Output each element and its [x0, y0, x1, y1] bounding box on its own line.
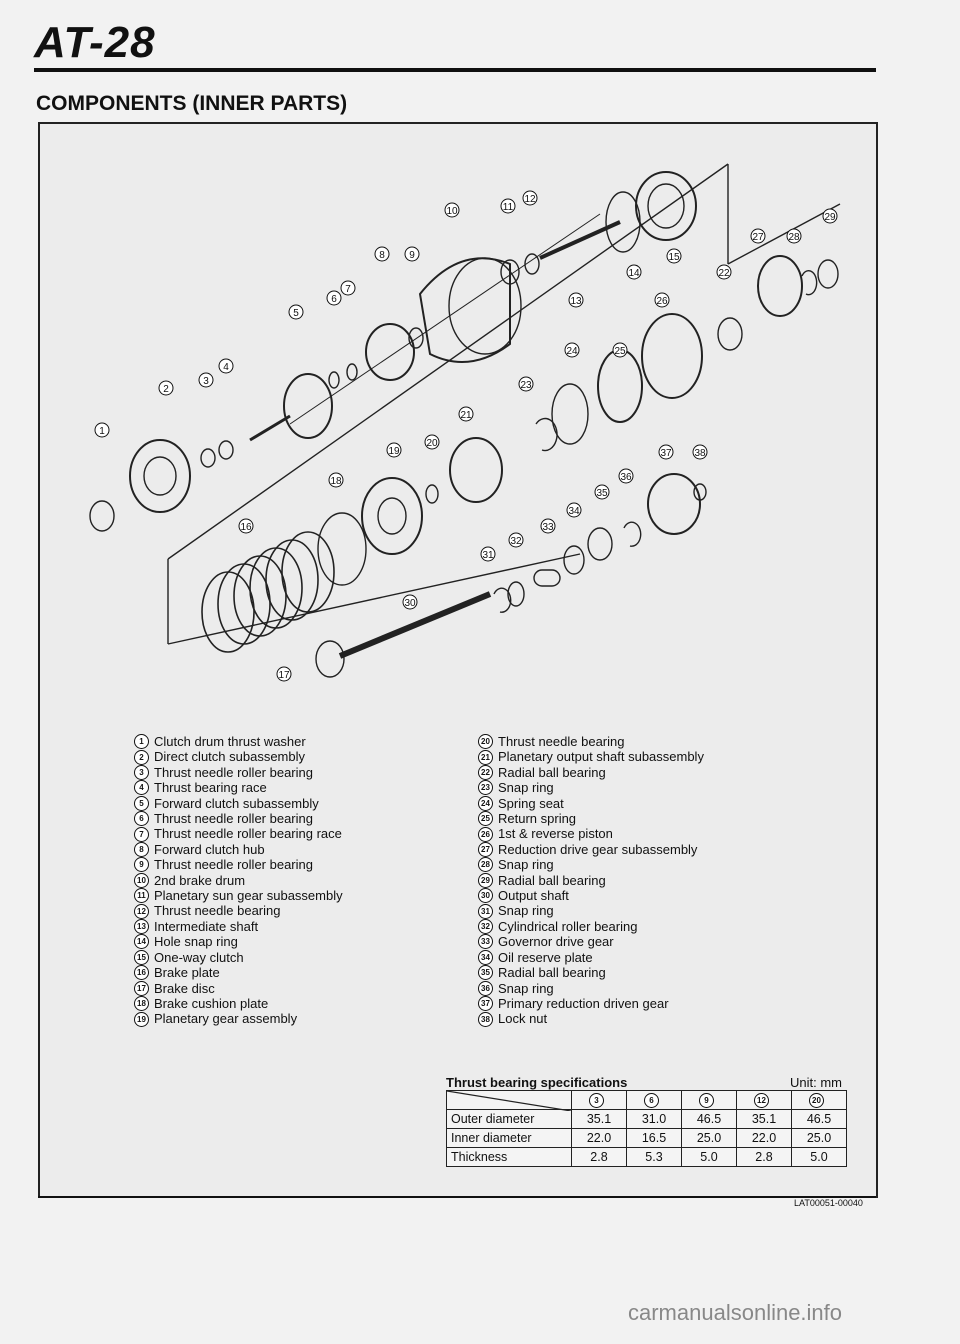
table-cell: 16.5 — [627, 1129, 682, 1148]
legend-item — [134, 749, 343, 764]
legend-label: Thrust needle roller bearing — [154, 811, 313, 827]
table-cell: 5.3 — [627, 1148, 682, 1167]
svg-text:11: 11 — [502, 202, 514, 213]
callout-9 — [405, 247, 419, 261]
callout-27 — [751, 229, 765, 243]
callout-4 — [219, 359, 233, 373]
svg-text:34: 34 — [568, 506, 580, 517]
svg-text:14: 14 — [628, 268, 640, 279]
table-cell: 5.0 — [682, 1148, 737, 1167]
legend-label: Oil reserve plate — [498, 949, 593, 965]
table-cell: 46.5 — [792, 1110, 847, 1129]
table-row — [447, 1110, 847, 1129]
svg-text:21: 21 — [460, 410, 472, 421]
legend-number: 5 — [134, 796, 149, 811]
svg-text:32: 32 — [510, 536, 522, 547]
legend-item — [478, 842, 704, 857]
legend-label: Planetary output shaft subassembly — [498, 749, 704, 765]
table-column-header: 3 — [572, 1091, 627, 1110]
legend-number: 23 — [478, 780, 493, 795]
exploded-parts-diagram — [40, 124, 872, 724]
callout-18 — [329, 473, 343, 487]
callout-35 — [595, 485, 609, 499]
callout-21 — [459, 407, 473, 421]
legend-number: 15 — [134, 950, 149, 965]
table-column-header: 6 — [627, 1091, 682, 1110]
legend-number: 30 — [478, 888, 493, 903]
legend-label: Thrust needle roller bearing race — [154, 826, 342, 842]
callout-14 — [627, 265, 641, 279]
svg-text:22: 22 — [718, 268, 730, 279]
row-label: Thickness — [447, 1148, 572, 1167]
legend-item — [134, 842, 343, 857]
svg-text:16: 16 — [240, 522, 252, 533]
callout-15 — [667, 249, 681, 263]
section-title: COMPONENTS (INNER PARTS) — [36, 92, 348, 115]
table-cell: 25.0 — [792, 1129, 847, 1148]
legend-label: 2nd brake drum — [154, 872, 246, 888]
legend-item — [478, 996, 704, 1011]
legend-number: 2 — [134, 750, 149, 765]
callout-12 — [523, 191, 537, 205]
legend-number: 18 — [134, 996, 149, 1011]
table-cell: 46.5 — [682, 1110, 737, 1129]
svg-text:23: 23 — [520, 380, 532, 391]
callout-26 — [655, 293, 669, 307]
legend-number: 8 — [134, 842, 149, 857]
callout-28 — [787, 229, 801, 243]
legend-number: 37 — [478, 996, 493, 1011]
legend-item — [134, 734, 343, 749]
legend-number: 25 — [478, 811, 493, 826]
svg-text:27: 27 — [752, 232, 764, 243]
legend-number: 26 — [478, 827, 493, 842]
legend-number: 27 — [478, 842, 493, 857]
legend-item — [478, 934, 704, 949]
table-header-row — [447, 1091, 847, 1110]
table-cell: 35.1 — [737, 1110, 792, 1129]
callout-1 — [95, 423, 109, 437]
legend-item — [478, 1011, 704, 1026]
callout-10 — [445, 203, 459, 217]
legend-number: 33 — [478, 934, 493, 949]
watermark: carmanualsonline.info — [628, 1300, 843, 1325]
svg-text:20: 20 — [426, 438, 438, 449]
legend-label: 1st & reverse piston — [498, 826, 613, 842]
legend-label: Radial ball bearing — [498, 764, 606, 780]
legend-item — [134, 934, 343, 949]
callout-36 — [619, 469, 633, 483]
table-column-header: 12 — [737, 1091, 792, 1110]
legend-number: 31 — [478, 904, 493, 919]
legend-label: Thrust needle bearing — [154, 903, 281, 919]
legend-number: 11 — [134, 888, 149, 903]
legend-label: Primary reduction driven gear — [498, 995, 669, 1011]
svg-text:30: 30 — [404, 598, 416, 609]
header-rule — [34, 68, 876, 72]
spec-table-title: Thrust bearing specifications — [446, 1075, 628, 1090]
legend-number: 3 — [134, 765, 149, 780]
legend-label: Return spring — [498, 811, 577, 827]
callout-5 — [289, 305, 303, 319]
table-cell: 22.0 — [737, 1129, 792, 1148]
legend-label: Brake disc — [154, 980, 215, 996]
legend-label: Forward clutch hub — [154, 841, 265, 857]
legend-label: Snap ring — [498, 780, 554, 796]
legend-number: 22 — [478, 765, 493, 780]
callout-16 — [239, 519, 253, 533]
callout-2 — [159, 381, 173, 395]
callout-32 — [509, 533, 523, 547]
table-row — [447, 1129, 847, 1148]
callout-11 — [501, 199, 515, 213]
callout-37 — [659, 445, 673, 459]
legend-item — [478, 796, 704, 811]
legend-item — [134, 919, 343, 934]
callout-23 — [519, 377, 533, 391]
legend-number: 16 — [134, 965, 149, 980]
table-column-header: 9 — [682, 1091, 737, 1110]
table-cell: 2.8 — [737, 1148, 792, 1167]
callout-31 — [481, 547, 495, 561]
svg-text:18: 18 — [330, 476, 342, 487]
svg-text:28: 28 — [788, 232, 800, 243]
legend-number: 28 — [478, 857, 493, 872]
callout-17 — [277, 667, 291, 681]
legend-number: 13 — [134, 919, 149, 934]
callout-30 — [403, 595, 417, 609]
legend-label: Thrust needle roller bearing — [154, 857, 313, 873]
callout-29 — [823, 209, 837, 223]
legend-number: 10 — [134, 873, 149, 888]
legend-number: 20 — [478, 734, 493, 749]
legend-number: 38 — [478, 1012, 493, 1027]
legend-number: 36 — [478, 981, 493, 996]
callout-33 — [541, 519, 555, 533]
svg-text:35: 35 — [596, 488, 608, 499]
legend-item — [134, 796, 343, 811]
legend-number: 6 — [134, 811, 149, 826]
legend-label: Intermediate shaft — [154, 918, 259, 934]
svg-text:17: 17 — [278, 670, 290, 681]
svg-text:5: 5 — [293, 308, 299, 319]
table-corner-cell — [447, 1091, 572, 1110]
legend-label: One-way clutch — [154, 949, 244, 965]
legend-item — [478, 826, 704, 841]
callout-7 — [341, 281, 355, 295]
legend-label: Output shaft — [498, 888, 569, 904]
footer-rule — [38, 1196, 876, 1198]
svg-text:29: 29 — [824, 212, 836, 223]
legend-label: Radial ball bearing — [498, 965, 606, 981]
legend-label: Planetary sun gear subassembly — [154, 888, 343, 904]
legend-label: Radial ball bearing — [498, 872, 606, 888]
legend-label: Planetary gear assembly — [154, 1011, 298, 1027]
legend-item — [134, 996, 343, 1011]
svg-text:15: 15 — [668, 252, 680, 263]
callout-20 — [425, 435, 439, 449]
legend-item — [478, 919, 704, 934]
svg-text:13: 13 — [570, 296, 582, 307]
legend-item — [134, 780, 343, 795]
legend-item — [478, 965, 704, 980]
spec-table-unit: Unit: mm — [790, 1075, 842, 1090]
legend-number: 17 — [134, 981, 149, 996]
legend-label: Governor drive gear — [498, 934, 614, 950]
legend-label: Snap ring — [498, 903, 554, 919]
row-label: Outer diameter — [447, 1110, 572, 1129]
legend-item — [478, 888, 704, 903]
table-row — [447, 1148, 847, 1167]
callout-24 — [565, 343, 579, 357]
svg-text:8: 8 — [379, 250, 385, 261]
svg-text:36: 36 — [620, 472, 632, 483]
legend-item — [134, 765, 343, 780]
table-cell: 35.1 — [572, 1110, 627, 1129]
legend-item — [134, 1011, 343, 1026]
legend-label: Brake cushion plate — [154, 995, 269, 1011]
legend-item — [478, 749, 704, 764]
legend-label: Lock nut — [498, 1011, 548, 1027]
legend-number: 7 — [134, 827, 149, 842]
callout-38 — [693, 445, 707, 459]
callout-13 — [569, 293, 583, 307]
svg-text:3: 3 — [203, 376, 209, 387]
table-cell: 5.0 — [792, 1148, 847, 1167]
row-label: Inner diameter — [447, 1129, 572, 1148]
legend-label: Forward clutch subassembly — [154, 795, 319, 811]
legend-item — [134, 888, 343, 903]
svg-text:7: 7 — [345, 284, 351, 295]
svg-text:6: 6 — [331, 294, 337, 305]
legend-label: Spring seat — [498, 795, 564, 811]
svg-text:2: 2 — [163, 384, 169, 395]
svg-text:4: 4 — [223, 362, 229, 373]
legend-item — [478, 857, 704, 872]
legend-item — [134, 873, 343, 888]
svg-text:38: 38 — [694, 448, 706, 459]
legend-number: 35 — [478, 965, 493, 980]
legend-right — [478, 734, 704, 1027]
legend-label: Snap ring — [498, 980, 554, 996]
legend-number: 4 — [134, 780, 149, 795]
legend-item — [134, 826, 343, 841]
legend-number: 9 — [134, 857, 149, 872]
legend-label: Clutch drum thrust washer — [154, 734, 306, 749]
svg-text:19: 19 — [388, 446, 400, 457]
legend-number: 19 — [134, 1012, 149, 1027]
legend-item — [478, 811, 704, 826]
callout-22 — [717, 265, 731, 279]
svg-text:10: 10 — [446, 206, 458, 217]
legend-left — [134, 734, 343, 1027]
table-cell: 31.0 — [627, 1110, 682, 1129]
legend-label: Snap ring — [498, 857, 554, 873]
callout-6 — [327, 291, 341, 305]
legend-item — [478, 903, 704, 918]
legend-number: 34 — [478, 950, 493, 965]
table-cell: 25.0 — [682, 1129, 737, 1148]
callout-19 — [387, 443, 401, 457]
svg-text:37: 37 — [660, 448, 672, 459]
svg-text:12: 12 — [524, 194, 536, 205]
callout-3 — [199, 373, 213, 387]
legend-item — [134, 950, 343, 965]
callout-34 — [567, 503, 581, 517]
table-cell: 2.8 — [572, 1148, 627, 1167]
svg-text:31: 31 — [482, 550, 494, 561]
svg-text:33: 33 — [542, 522, 554, 533]
legend-label: Cylindrical roller bearing — [498, 918, 638, 934]
thrust-bearing-spec-table — [446, 1090, 847, 1167]
legend-label: Brake plate — [154, 965, 220, 981]
svg-text:25: 25 — [614, 346, 626, 357]
legend-label: Hole snap ring — [154, 934, 238, 950]
legend-item — [478, 734, 704, 749]
figure-code: LAT00051-00040 — [794, 1198, 863, 1208]
legend-item — [478, 873, 704, 888]
table-cell: 22.0 — [572, 1129, 627, 1148]
svg-text:26: 26 — [656, 296, 668, 307]
legend-number: 1 — [134, 734, 149, 749]
legend-number: 24 — [478, 796, 493, 811]
legend-number: 32 — [478, 919, 493, 934]
legend-item — [478, 780, 704, 795]
legend-label: Thrust needle bearing — [498, 734, 625, 749]
legend-number: 12 — [134, 904, 149, 919]
legend-label: Reduction drive gear subassembly — [498, 841, 698, 857]
legend-item — [134, 903, 343, 918]
legend-item — [478, 981, 704, 996]
legend-item — [134, 981, 343, 996]
callout-8 — [375, 247, 389, 261]
svg-text:1: 1 — [99, 426, 105, 437]
legend-label: Direct clutch subassembly — [154, 749, 305, 765]
legend-item — [134, 965, 343, 980]
svg-text:9: 9 — [409, 250, 415, 261]
legend-item — [478, 950, 704, 965]
legend-item — [478, 765, 704, 780]
svg-text:24: 24 — [566, 346, 578, 357]
legend-label: Thrust bearing race — [154, 780, 267, 796]
legend-label: Thrust needle roller bearing — [154, 764, 313, 780]
legend-number: 14 — [134, 934, 149, 949]
callout-25 — [613, 343, 627, 357]
page-number: AT-28 — [34, 18, 156, 67]
table-column-header: 20 — [792, 1091, 847, 1110]
legend-item — [134, 857, 343, 872]
legend-number: 29 — [478, 873, 493, 888]
legend-number: 21 — [478, 750, 493, 765]
legend-item — [134, 811, 343, 826]
